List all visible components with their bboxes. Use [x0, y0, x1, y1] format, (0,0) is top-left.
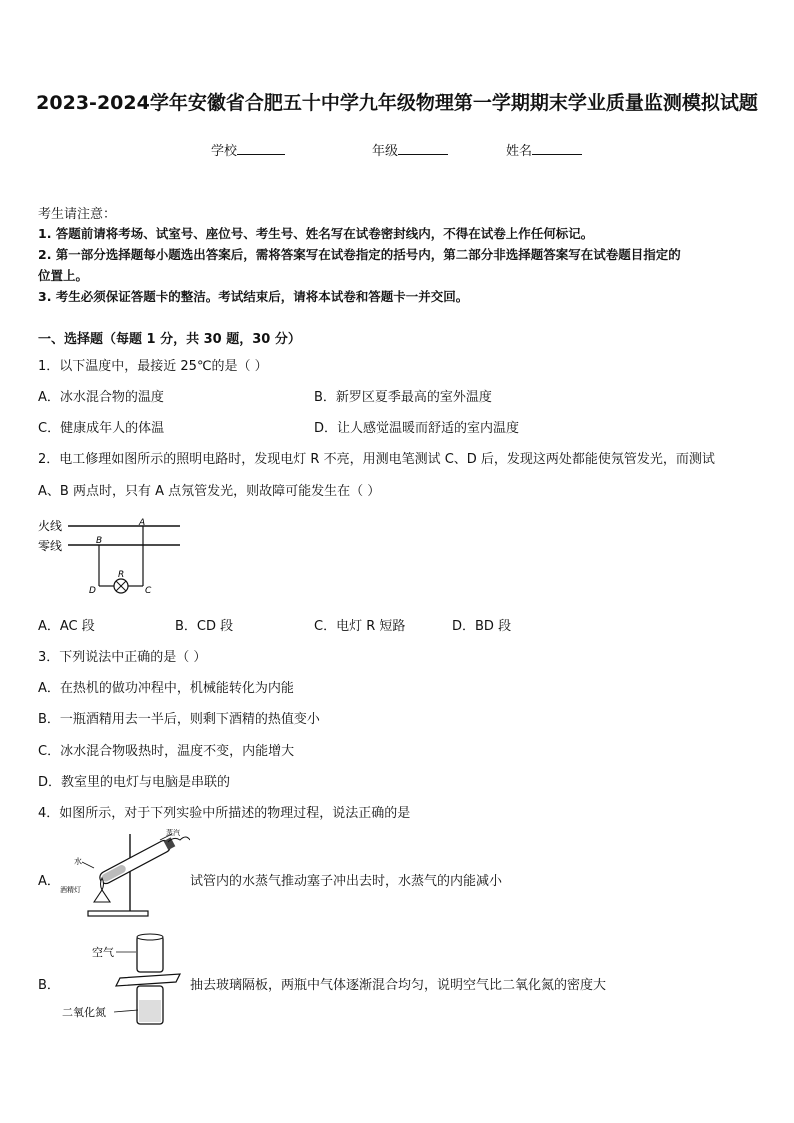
steam-label: 蒸汽	[166, 829, 180, 837]
notice-item-3: 3. 考生必须保证答题卡的整洁。考试结束后，请将本试卷和答题卡一并交回。	[38, 289, 469, 304]
air-label: 空气	[92, 946, 114, 959]
point-a-label: A	[139, 518, 146, 528]
page-title: 2023-2024学年安徽省合肥五十中学九年级物理第一学期期末学业质量监测模拟试题	[36, 92, 758, 114]
upper-bottle-icon	[137, 936, 163, 972]
name-label: 姓名	[506, 144, 533, 159]
q2-stem-line2: A、B 两点时，只有 A 点氖管发光，则故障可能发生在（ ）	[38, 484, 381, 499]
q2-option-d[interactable]: D．BD 段	[452, 619, 512, 634]
q2-stem-line1: 2．电工修理如图所示的照明电路时，发现电灯 R 不亮，用测电笔测试 C、D 后，发现这两处都能使氖管发光，而测试	[38, 452, 715, 467]
circuit-diagram	[38, 514, 188, 598]
q4-stem: 4．如图所示，对于下列实验中所描述的物理过程，说法正确的是	[38, 806, 411, 821]
q3-option-a[interactable]: A．在热机的做功冲程中，机械能转化为内能	[38, 681, 294, 696]
water-label: 水	[74, 857, 82, 866]
q1-option-b[interactable]: B．新罗区夏季最高的室外温度	[314, 390, 492, 405]
no2-gas-fill	[139, 1000, 161, 1022]
point-b-label: B	[96, 536, 103, 546]
neutral-wire-label: 零线	[38, 539, 63, 553]
q1-option-c[interactable]: C．健康成年人的体温	[38, 421, 165, 436]
grade-label: 年级	[372, 144, 399, 159]
notice-heading: 考生请注意：	[38, 207, 117, 222]
alcohol-lamp-icon	[94, 890, 110, 902]
school-blank[interactable]	[237, 142, 285, 155]
q1-option-a[interactable]: A．冰水混合物的温度	[38, 390, 164, 405]
q4-option-b-label[interactable]: B．	[38, 978, 60, 993]
notice-item-1: 1. 答题前请将考场、试室号、座位号、考生号、姓名写在试卷密封线内，不得在试卷上作任何标记。	[38, 226, 594, 241]
notice-item-2: 2. 第一部分选择题每小题选出答案后，需将答案写在试卷指定的括号内，第二部分非选择题答案写在试卷题目指定的	[38, 247, 681, 262]
no2-label: 二氧化氮	[62, 1006, 106, 1019]
stand-base	[88, 911, 148, 916]
upper-bottle-top	[137, 934, 163, 940]
q2-option-a[interactable]: A．AC 段	[38, 619, 95, 634]
point-d-label: D	[89, 586, 96, 596]
q3-stem: 3．下列说法中正确的是（ ）	[38, 650, 207, 665]
grade-blank[interactable]	[398, 142, 448, 155]
water-pointer	[82, 862, 94, 868]
lamp-r-label: R	[118, 570, 125, 580]
q4-option-b-text[interactable]: 抽去玻璃隔板，两瓶中气体逐渐混合均匀，说明空气比二氧化氮的密度大	[190, 978, 607, 993]
live-wire-label: 火线	[38, 519, 63, 533]
name-field	[506, 140, 582, 159]
school-label: 学校	[211, 144, 238, 159]
q3-option-c[interactable]: C．冰水混合物吸热时，温度不变，内能增大	[38, 744, 295, 759]
name-blank[interactable]	[532, 142, 582, 155]
gas-diffusion-figure	[60, 928, 190, 1030]
school-field	[211, 140, 285, 159]
q1-option-d[interactable]: D．让人感觉温暖而舒适的室内温度	[314, 421, 520, 436]
section-heading: 一、选择题（每题 1 分，共 30 题，30 分）	[38, 332, 301, 347]
q4-option-a-label[interactable]: A．	[38, 874, 60, 889]
lamp-label: 酒精灯	[60, 886, 81, 894]
q3-option-b[interactable]: B．一瓶酒精用去一半后，则剩下酒精的热值变小	[38, 712, 320, 727]
q2-option-c[interactable]: C．电灯 R 短路	[314, 619, 406, 634]
grade-field	[372, 140, 448, 159]
notice-item-2-cont: 位置上。	[38, 268, 89, 283]
test-tube-icon	[98, 837, 176, 886]
q1-stem: 1．以下温度中，最接近 25℃的是（ ）	[38, 359, 268, 374]
flame-icon	[101, 878, 104, 890]
q3-option-d[interactable]: D．教室里的电灯与电脑是串联的	[38, 775, 231, 790]
q2-option-b[interactable]: B．CD 段	[175, 619, 234, 634]
q4-option-a-text[interactable]: 试管内的水蒸气推动塞子冲出去时，水蒸气的内能减小	[190, 874, 503, 889]
point-c-label: C	[145, 586, 152, 596]
glass-plate-icon	[116, 974, 180, 986]
no2-pointer	[114, 1010, 138, 1012]
test-tube-experiment-figure	[60, 828, 190, 920]
